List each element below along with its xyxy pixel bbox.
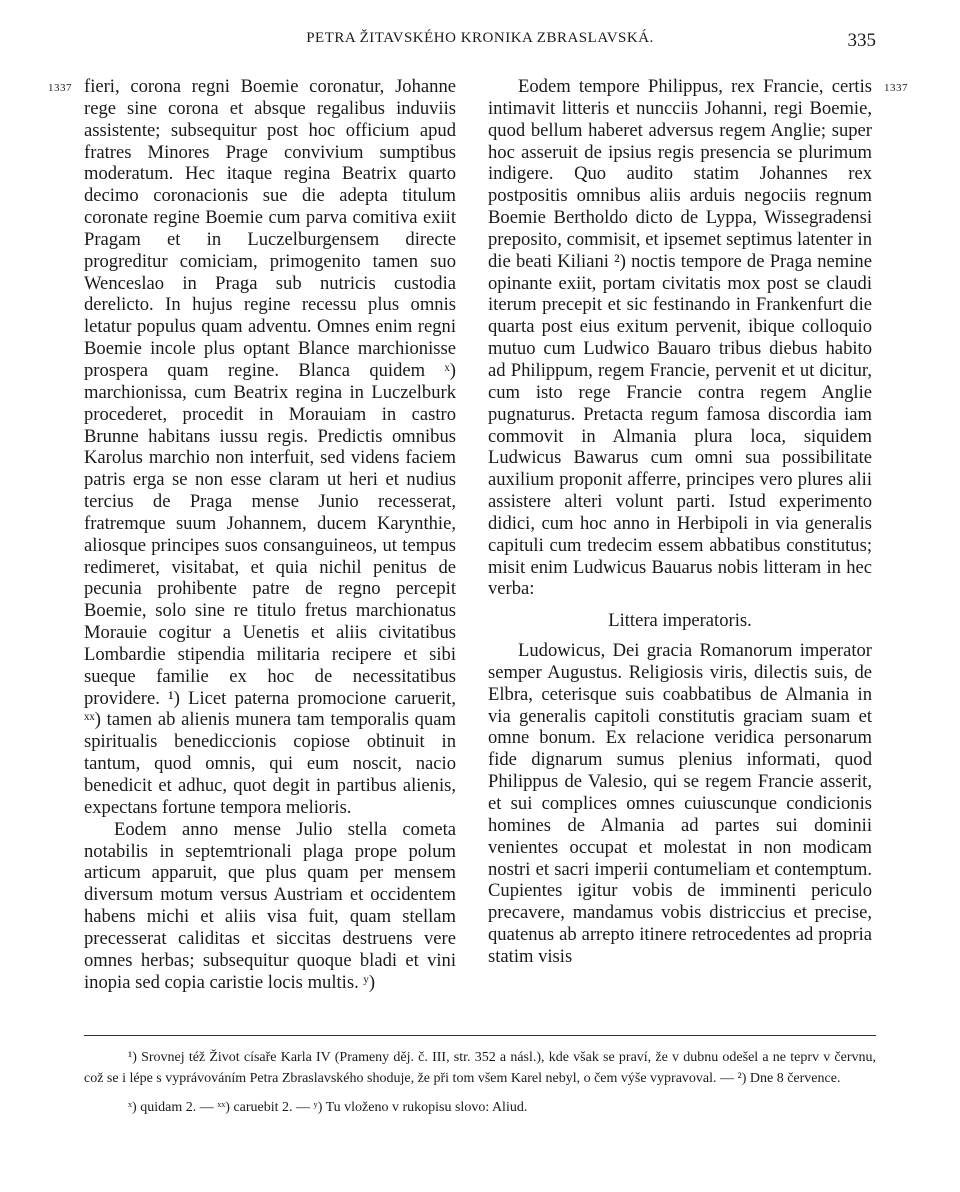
margin-year-right: 1337 bbox=[884, 82, 908, 94]
textual-variants: ˣ) quidam 2. — ˣˣ) caruebit 2. — ʸ) Tu vloženo v rukopisu slovo: Aliud. bbox=[128, 1100, 528, 1115]
right-paragraph-1: Eodem tempore Philippus, rex Francie, certis intimavit litteris et nuncciis Johanni, regi Boemie, quod bellum haberet adversus regem Anglie; super hoc asseruit de ipsius regis presencia se plurimum indigere. Quo audito statim Johannes rex postpositis omnibus aliis arduis negociis regnum Boemie Bertholdo dicto de Lyppa, Wissegradensi preposito, commisit, et ipsemet septimus latenter in die beati Kiliani ²) noctis tempore de Praga nemine opinante exiit, portam civitatis mox post se claudi iterum precepit et sic festinando in Frankenfurt die quarta post eius exitum pervenit, ibique colloquio mutuo cum Ludwico Bauaro tribus diebus habito ad Philippum, regem Francie, pervenit et ut dicitur, cum isto rege Francie contra regem Anglie pugnaturus. Pretacta regum famosa discordia iam commovit in Almania plura loca, siquidem Ludwicus Bawarus cum omni sua possibilitate auxilium proponit afferre, principes vero plures alii assistere alteri volunt parti. Istud experimento didici, cum hoc anno in Herbipoli in via generalis capituli cum tredecim essem abbatibus constitutus; misit enim Ludwicus Bauarus nobis litteram in hec verba: bbox=[488, 76, 872, 600]
margin-year-left: 1337 bbox=[48, 82, 72, 94]
right-paragraph-2: Ludowicus, Dei gracia Romanorum imperator semper Augustus. Religiosis viris, dilectis suis, de Elbra, ceterisque suis coabbatibus de Almania in via generalis capitoli constitutis graciam suam et omne bonum. Ex relacione veridica personarum fide dignarum sumus plenius informati, quod Philippus de Valesio, qui se regem Francie asserit, et sui complices omnes cuiuscunque condicionis homines de Almania ad partes sui dominii venientes occupat et molestat in non modicam nostri et sacri imperii contumeliam et contemptum. Cupientes igitur vobis de imminenti periculo precavere, mandamus vobis districcius et precise, quatenus ab arrepto itinere retrocedentes ad propria statim visis bbox=[488, 640, 872, 967]
footnotes bbox=[84, 1047, 876, 1118]
page-header bbox=[84, 30, 876, 58]
footnote-divider bbox=[84, 1035, 876, 1036]
letter-heading: Littera imperatoris. bbox=[608, 610, 752, 632]
left-paragraph-2: Eodem anno mense Julio stella cometa notabilis in septemtrionali plaga prope polum articum apparuit, que plus quam per mensem diversum motum versus Austriam et occidentem habens michi et aliis visa fuit, quam stellam precesserat caliditas et siccitas destruens vere omnes herbas; subsequitur quoque bladi et vini inopia sed copia caristie locis multis. ʸ) bbox=[84, 818, 456, 993]
right-column bbox=[488, 76, 872, 968]
footnote-1: ¹) Srovnej též Život císaře Karla IV (Prameny děj. č. III, str. 352 a násl.), kde však se praví, že v dubnu odešel a ne teprv v červnu, což se i lépe s vyprávováním Petra Zbraslavského shoduje, že při tom všem Karel nebyl, o čem výše vypravoval. — ²) Dne 8 července. bbox=[84, 1050, 876, 1086]
left-column bbox=[84, 76, 456, 993]
left-paragraph-1: fieri, corona regni Boemie coronatur, Johanne rege sine corona et absque regalibus induviis assistente; subsequitur post hoc officium apud fratres Minores Prage convivium sumptibus moderatum. Hec itaque regina Beatrix quarto decimo coronacionis sue die adepta titulum coronate regine Boemie cum parva comitiva exiit Pragam et in Luczelburgensem directe progreditur comiciam, primogenito tamen suo Wenceslao in Praga sub nutricis custodia derelicto. In hujus regine recessu plus omnis letatur populus quam adventu. Omnes enim regni Boemie incole plus optant Blance marchionisse prospera quam regine. Blanca quidem ˣ) marchionissa, cum Beatrix regina in Luczelburk procederet, procedit in Morauiam in castro Brunne habitans iussu regis. Predictis omnibus Karolus marchio non interfuit, sed videns faciem patris erga se non esse claram ut heri et nudius tercius de Praga mense Junio recesserat, fratremque suum Johannem, ducem Karynthie, aliosque principes suos consanguineos, ut tempus redimeret, visitabat, et quia nichil penitus de pecunia prohibente patre de regno percepit Boemie, solo sine re titulo fretus marchionatus Morauie cogitur a Uenetis et aliis civitatibus Lombardie stipendia militaria recipere et sibi sueque familie ex hoc de necessitatibus providere. ¹) Licet paterna promocione caruerit, ˣˣ) tamen ab alienis munera tam temporalis quam spiritualis benediccionis copiose obtinuit in tantum, quod omnis, qui eum noscit, nacio benedicit et adhuc, quot degit in partibus alienis, expectans fortune tempora melioris. bbox=[84, 76, 456, 818]
running-title: PETRA ŽITAVSKÉHO KRONIKA ZBRASLAVSKÁ. bbox=[306, 30, 654, 46]
page-number: 335 bbox=[847, 30, 876, 51]
